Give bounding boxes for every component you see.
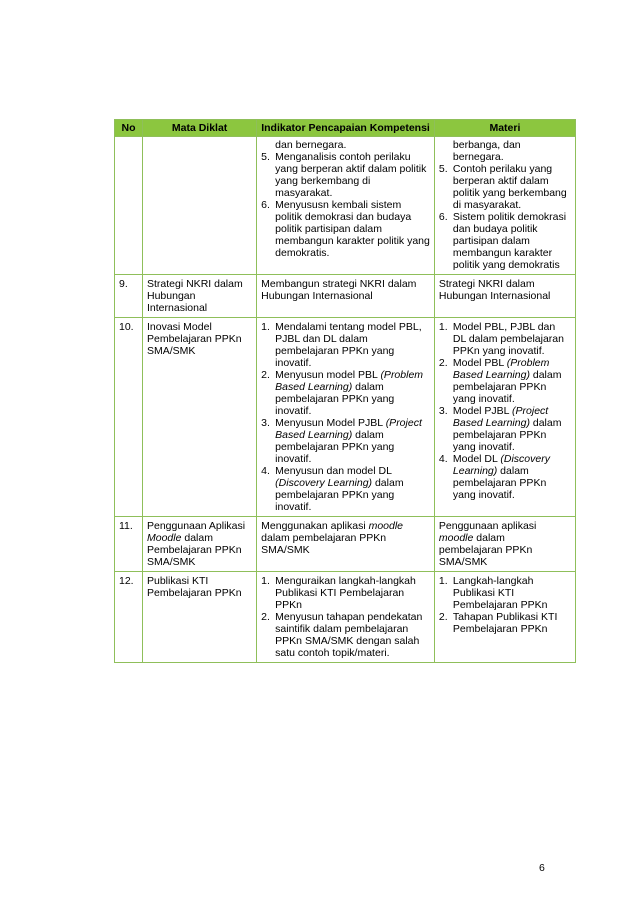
cell-materi — [434, 572, 575, 663]
list-item: 5. Menganalisis contoh perilaku yang berperan aktif dalam politik yang berkembang di masyarakat. — [261, 151, 427, 199]
materi-list — [439, 575, 571, 635]
list-item: 2. Menyusun tahapan pendekatan saintifik dalam pembelajaran PPKn SMA/SMK dengan salah satu contoh topik/materi. — [261, 611, 423, 659]
indikator-list — [261, 321, 430, 513]
cell-indikator — [257, 572, 435, 663]
cell-mata-diklat — [143, 137, 257, 275]
cell-mata-diklat: Publikasi KTI Pembelajaran PPKn — [143, 572, 257, 663]
cell-no — [115, 137, 143, 275]
cell-no: 10. — [115, 318, 143, 517]
cell-indikator — [257, 137, 435, 275]
cell-no: 9. — [115, 275, 143, 318]
cell-mata-diklat: Strategi NKRI dalam Hubungan Internasional — [143, 275, 257, 318]
table-row — [115, 137, 576, 275]
list-item: 2. Model PBL (Problem Based Learning) dalam pembelajaran PPKn yang inovatif. — [438, 357, 562, 405]
header-mata-diklat: Mata Diklat — [143, 120, 257, 137]
list-item: 2. Tahapan Publikasi KTI Pembelajaran PPKn — [438, 611, 558, 635]
list-item: 2. Menyusun model PBL (Problem Based Learning) dalam pembelajaran PPKn yang inovatif. — [261, 369, 424, 417]
list-item: 4. Model DL (Discovery Learning) dalam pembelajaran PPKn yang inovatif. — [438, 453, 550, 501]
list-item: 3. Menyusun Model PJBL (Project Based Learning) dalam pembelajaran PPKn yang inovatif. — [261, 417, 422, 465]
cell-indikator: Menggunakan aplikasi moodle dalam pembelajaran PPKn SMA/SMK — [257, 517, 435, 572]
indikator-list — [261, 151, 430, 259]
header-indikator: Indikator Pencapaian Kompetensi — [257, 120, 435, 137]
table-row — [115, 318, 576, 517]
header-no: No — [115, 120, 143, 137]
list-item: 3. Model PJBL (Project Based Learning) dalam pembelajaran PPKn yang inovatif. — [438, 405, 562, 453]
table-row — [115, 572, 576, 663]
list-item: 5. Contoh perilaku yang berperan aktif dalam politik yang berkembang di masyarakat. — [438, 163, 567, 211]
cell-no: 11. — [115, 517, 143, 572]
materi-list — [439, 163, 571, 271]
indikator-list — [261, 575, 430, 659]
list-item: 6. Sistem politik demokrasi dan budaya politik partisipan dalam membangun karakter politik yang demokratis — [438, 211, 567, 271]
table-header-row — [115, 120, 576, 137]
cell-indikator — [257, 318, 435, 517]
cell-no: 12. — [115, 572, 143, 663]
list-item: 1. Langkah-langkah Publikasi KTI Pembelajaran PPKn — [438, 575, 548, 611]
materi-list — [439, 321, 571, 501]
curriculum-table — [114, 119, 576, 663]
cell-mata-diklat: Inovasi Model Pembelajaran PPKn SMA/SMK — [143, 318, 257, 517]
cell-materi — [434, 137, 575, 275]
list-item: 6. Menyususn kembali sistem politik demokrasi dan budaya politik partisipan dalam membangun karakter politik yang demokratis. — [261, 199, 430, 259]
cell-materi — [434, 318, 575, 517]
table-row — [115, 275, 576, 318]
list-continuation: dan bernegara. — [275, 139, 347, 151]
page-number: 6 — [539, 862, 545, 874]
list-item: 1. Mendalami tentang model PBL, PJBL dan DL dalam pembelajaran PPKn yang inovatif. — [261, 321, 422, 369]
cell-mata-diklat: Penggunaan Aplikasi Moodle dalam Pembelajaran PPKn SMA/SMK — [143, 517, 257, 572]
cell-materi: Penggunaan aplikasi moodle dalam pembelajaran PPKn SMA/SMK — [434, 517, 575, 572]
header-materi: Materi — [434, 120, 575, 137]
list-continuation: berbanga, dan bernegara. — [452, 139, 521, 163]
list-item: 1. Model PBL, PJBL dan DL dalam pembelajaran PPKn yang inovatif. — [438, 321, 564, 357]
table-row — [115, 517, 576, 572]
cell-indikator: Membangun strategi NKRI dalam Hubungan Internasional — [257, 275, 435, 318]
list-item: 4. Menyusun dan model DL (Discovery Learning) dalam pembelajaran PPKn yang inovatif. — [261, 465, 404, 513]
cell-materi: Strategi NKRI dalam Hubungan Internasional — [434, 275, 575, 318]
list-item: 1. Menguraikan langkah-langkah Publikasi KTI Pembelajaran PPKn — [261, 575, 416, 611]
